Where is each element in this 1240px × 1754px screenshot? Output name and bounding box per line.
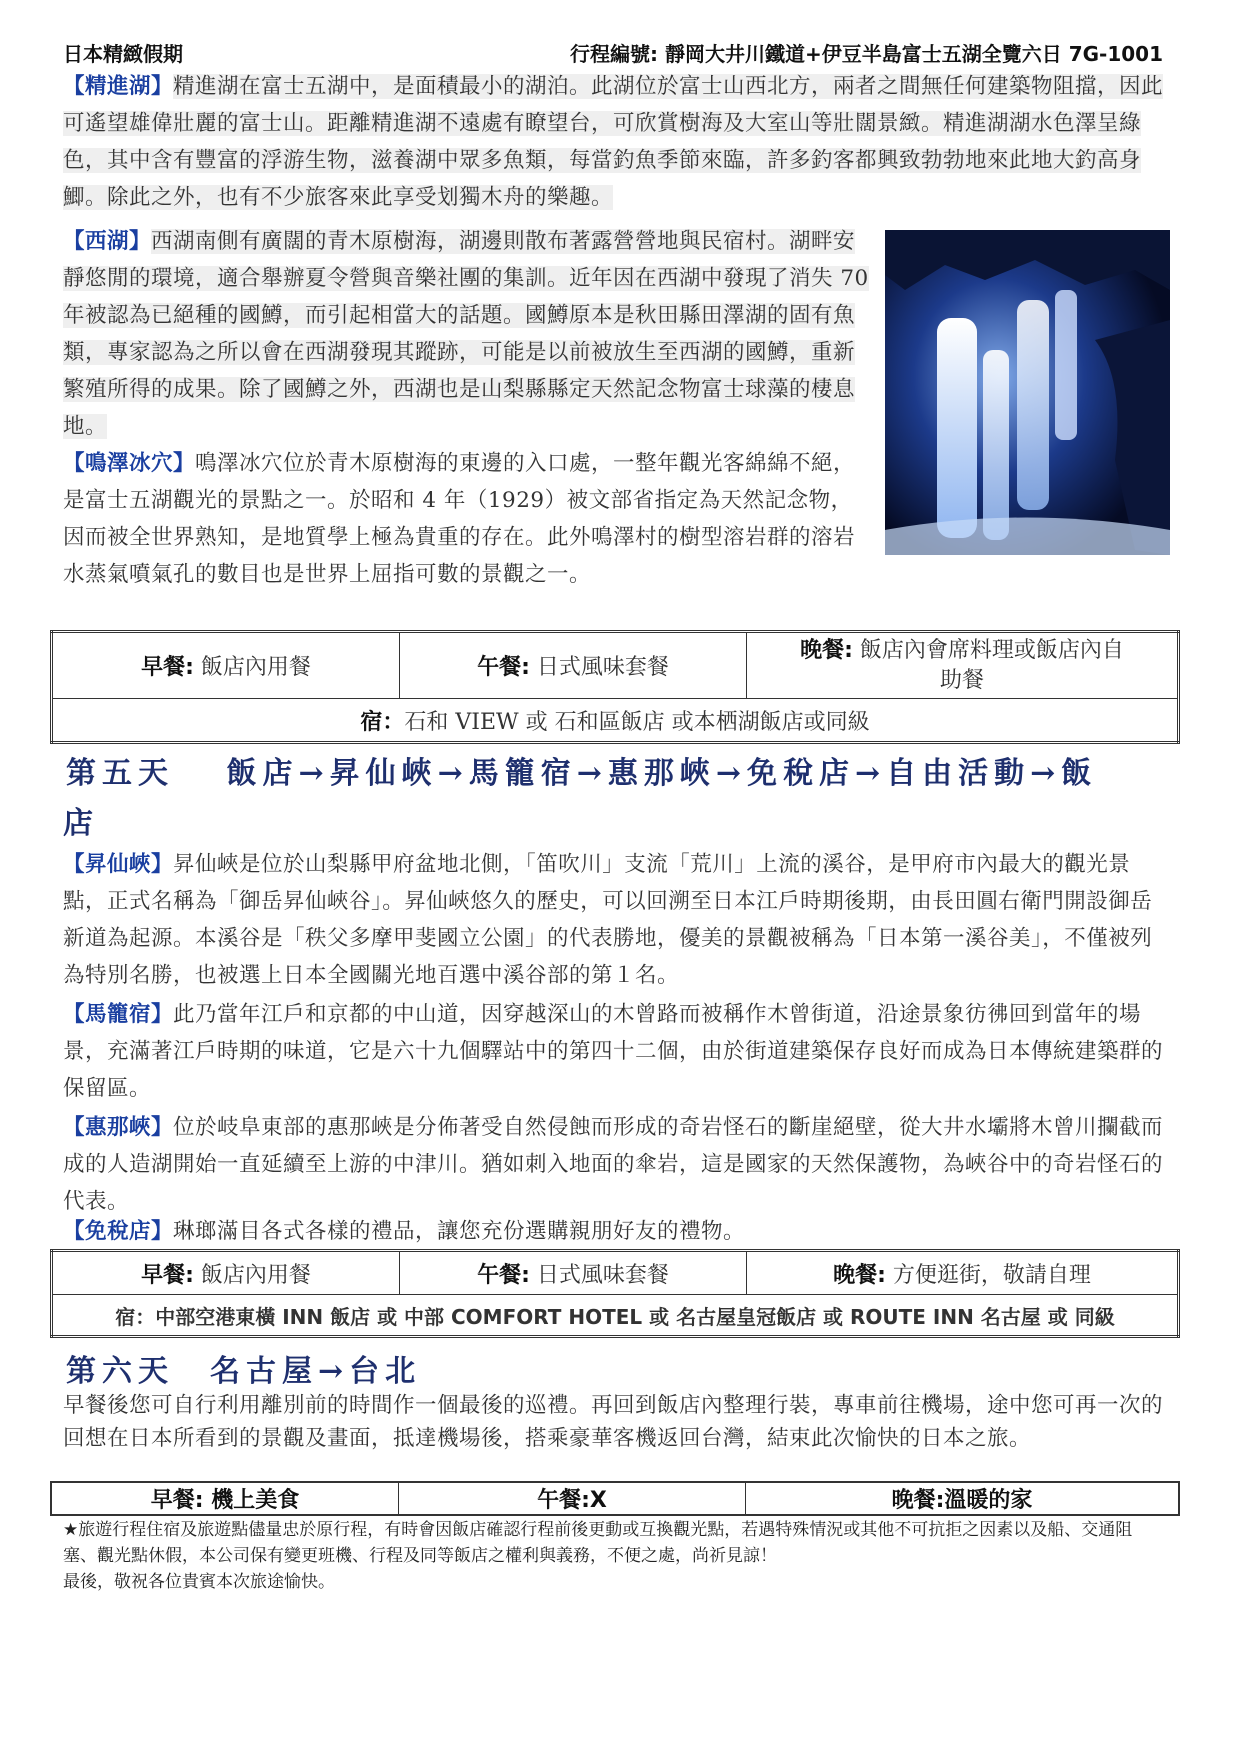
magome-paragraph bbox=[63, 996, 1171, 1107]
saiko-paragraph bbox=[63, 223, 871, 445]
narusawa-tag: 【鳴澤冰穴】 bbox=[63, 451, 196, 476]
day4-lunch: 日式風味套餐 bbox=[536, 655, 669, 680]
enakyo-text: 位於岐阜東部的惠那峽是分佈著受自然侵蝕而形成的奇岩怪石的斷崖絕壁，從大井水壩將木曾川攔截而成的人造湖開始一直延續至上游的中津川。猶如刺入地面的傘岩，這是國家的天然保護物，為峽谷中的奇岩怪石的代表。 bbox=[63, 1115, 1164, 1214]
dinner-label: 晚餐: bbox=[833, 1262, 886, 1288]
dutyfree-paragraph bbox=[63, 1217, 1171, 1247]
saiko-tag: 【西湖】 bbox=[63, 229, 152, 254]
breakfast-label: 早餐: bbox=[141, 655, 194, 680]
day5-meal-table bbox=[50, 1249, 1180, 1338]
day5-dinner: 方便逛街，敬請自理 bbox=[892, 1262, 1091, 1288]
magome-text: 此乃當年江戶和京都的中山道，因穿越深山的木曾路而被稱作木曾街道，沿途景象彷彿回到當年的場景，充滿著江戶時期的味道，它是六十九個驛站中的第四十二個，由於街道建築保存良好而成為日本傳統建築群的保留區。 bbox=[63, 1002, 1164, 1101]
magome-tag: 【馬籠宿】 bbox=[63, 1002, 174, 1027]
day4-dinner-line1: 飯店內會席料理或飯店內自 bbox=[859, 637, 1124, 663]
itinerary-code: 行程編號: 靜岡大井川鐵道+伊豆半島富士五湖全覽六日 7G-1001 bbox=[570, 42, 1163, 66]
shosenkyo-text: 昇仙峽是位於山梨縣甲府盆地北側，「笛吹川」支流「荒川」上流的溪谷，是甲府市內最大的觀光景點，正式名稱為「御岳昇仙峽谷」。昇仙峽悠久的歷史，可以回溯至日本江戶時期後期，由長田圓右衛門開設御岳新道為起源。本溪谷是「秩父多摩甲斐國立公園」的代表勝地，優美的景觀被稱為「日本第一溪谷美」，不僅被列為特別名勝，也被選上日本全國關光地百選中溪谷部的第１名。 bbox=[63, 852, 1153, 988]
disclaimer-note: ★旅遊行程住宿及旅遊點儘量忠於原行程，有時會因飯店確認行程前後更動或互換觀光點，若遇特殊情況或其他不可抗拒之因素以及船、交通阻塞、觀光點休假，本公司保有變更班機、行程及同等飯店之權利與義務，不便之處，尚祈見諒！ bbox=[63, 1520, 1133, 1566]
day4-dinner-line2: 助餐 bbox=[939, 667, 984, 693]
day6-breakfast: 早餐: 機上美食 bbox=[51, 1482, 399, 1515]
day5-breakfast-cell bbox=[52, 1251, 400, 1295]
day5-stay-cell bbox=[52, 1295, 1179, 1337]
day5-dinner-cell bbox=[747, 1251, 1179, 1295]
day6-meal-table bbox=[50, 1481, 1180, 1516]
day4-meal-table bbox=[50, 630, 1180, 744]
day6-dinner: 晚餐:溫暖的家 bbox=[746, 1482, 1180, 1515]
shosenkyo-tag: 【昇仙峽】 bbox=[63, 852, 174, 877]
day5-lunch: 日式風味套餐 bbox=[536, 1262, 669, 1288]
day4-breakfast-cell bbox=[52, 632, 400, 699]
shojiko-text: 精進湖在富士五湖中，是面積最小的湖泊。此湖位於富士山西北方，兩者之間無任何建築物阻擋，因此可遙望雄偉壯麗的富士山。距離精進湖不遠處有瞭望台，可欣賞樹海及大室山等壯闊景緻。精進湖湖水色澤呈綠色，其中含有豐富的浮游生物，滋養湖中眾多魚類，每當釣魚季節來臨，許多釣客都興致勃勃地來此地大釣高身鯽。除此之外，也有不少旅客來此享受划獨木舟的樂趣。 bbox=[63, 74, 1164, 210]
day4-stay-cell bbox=[52, 699, 1179, 743]
lunch-label: 午餐: bbox=[477, 1262, 530, 1288]
narusawa-paragraph bbox=[63, 445, 871, 593]
day4-lunch-cell bbox=[400, 632, 747, 699]
day5-lunch-cell bbox=[400, 1251, 747, 1295]
closing-wish: 最後，敬祝各位貴賓本次旅途愉快。 bbox=[63, 1572, 335, 1592]
dutyfree-text: 琳瑯滿目各式各樣的禮品，讓您充份選購親朋好友的禮物。 bbox=[173, 1219, 746, 1244]
day6-text: 早餐後您可自行利用離別前的時間作一個最後的巡禮。再回到飯店內整理行裝，專車前往機場，途中您可再一次的回想在日本所看到的景觀及畫面，抵達機場後，搭乘豪華客機返回台灣，結束此次愉快的日本之旅。 bbox=[63, 1393, 1164, 1451]
page-header bbox=[63, 38, 1163, 68]
day4-stay: 石和 VIEW 或 石和區飯店 或本栖湖飯店或同級 bbox=[404, 709, 870, 735]
day6-title: 第六天 名古屋→台北 bbox=[66, 1354, 422, 1389]
lunch-label: 午餐: bbox=[477, 655, 530, 680]
agency-name: 日本精緻假期 bbox=[63, 42, 183, 66]
dinner-label: 晚餐: bbox=[800, 637, 853, 663]
travel-notes bbox=[63, 1517, 1143, 1595]
day6-lunch: 午餐:X bbox=[399, 1482, 746, 1515]
day4-dinner-cell bbox=[747, 632, 1179, 699]
narusawa-text: 鳴澤冰穴位於青木原樹海的東邊的入口處，一整年觀光客綿綿不絕，是富士五湖觀光的景點之一。於昭和 4 年（1929）被文部省指定為天然記念物，因而被全世界熟知，是地質學上極為貴重的存在。此外鳴澤村的樹型溶岩群的溶岩水蒸氣噴氣孔的數目也是世界上屈指可數的景觀之一。 bbox=[63, 451, 856, 587]
enakyo-paragraph bbox=[63, 1109, 1171, 1220]
dutyfree-tag: 【免稅店】 bbox=[63, 1219, 174, 1244]
shojiko-tag: 【精進湖】 bbox=[63, 74, 174, 99]
shosenkyo-paragraph bbox=[63, 846, 1171, 994]
enakyo-tag: 【惠那峽】 bbox=[63, 1115, 174, 1140]
day4-breakfast: 飯店內用餐 bbox=[200, 655, 311, 680]
day6-paragraph bbox=[63, 1389, 1171, 1455]
day5-breakfast: 飯店內用餐 bbox=[200, 1262, 311, 1288]
saiko-text: 西湖南側有廣闊的青木原樹海，湖邊則散布著露營營地與民宿村。湖畔安靜悠閒的環境，適合舉辦夏令營與音樂社團的集訓。近年因在西湖中發現了消失 70 年被認為已絕種的國鱒，而引起相當大的話題。國鱒原本是秋田縣田澤湖的固有魚類，專家認為之所以會在西湖發現其蹤跡，可能是以前被放生至西湖的國鱒，重新繁殖所得的成果。除了國鱒之外，西湖也是山梨縣縣定天然記念物富士球藻的棲息地。 bbox=[63, 229, 869, 439]
shojiko-paragraph bbox=[63, 68, 1171, 216]
stay-label: 宿： bbox=[360, 709, 405, 735]
breakfast-label: 早餐: bbox=[141, 1262, 194, 1288]
day5-title: 第五天 飯店→昇仙峽→馬籠宿→惠那峽→免稅店→自由活動→飯 bbox=[66, 756, 1098, 791]
day5-title-continued: 店 bbox=[63, 806, 99, 841]
day5-stay: 宿：中部空港東橫 INN 飯店 或 中部 COMFORT HOTEL 或 名古屋皇冠飯店 或 ROUTE INN 名古屋 或 同級 bbox=[115, 1304, 1115, 1329]
ice-cave-photo bbox=[885, 230, 1170, 555]
